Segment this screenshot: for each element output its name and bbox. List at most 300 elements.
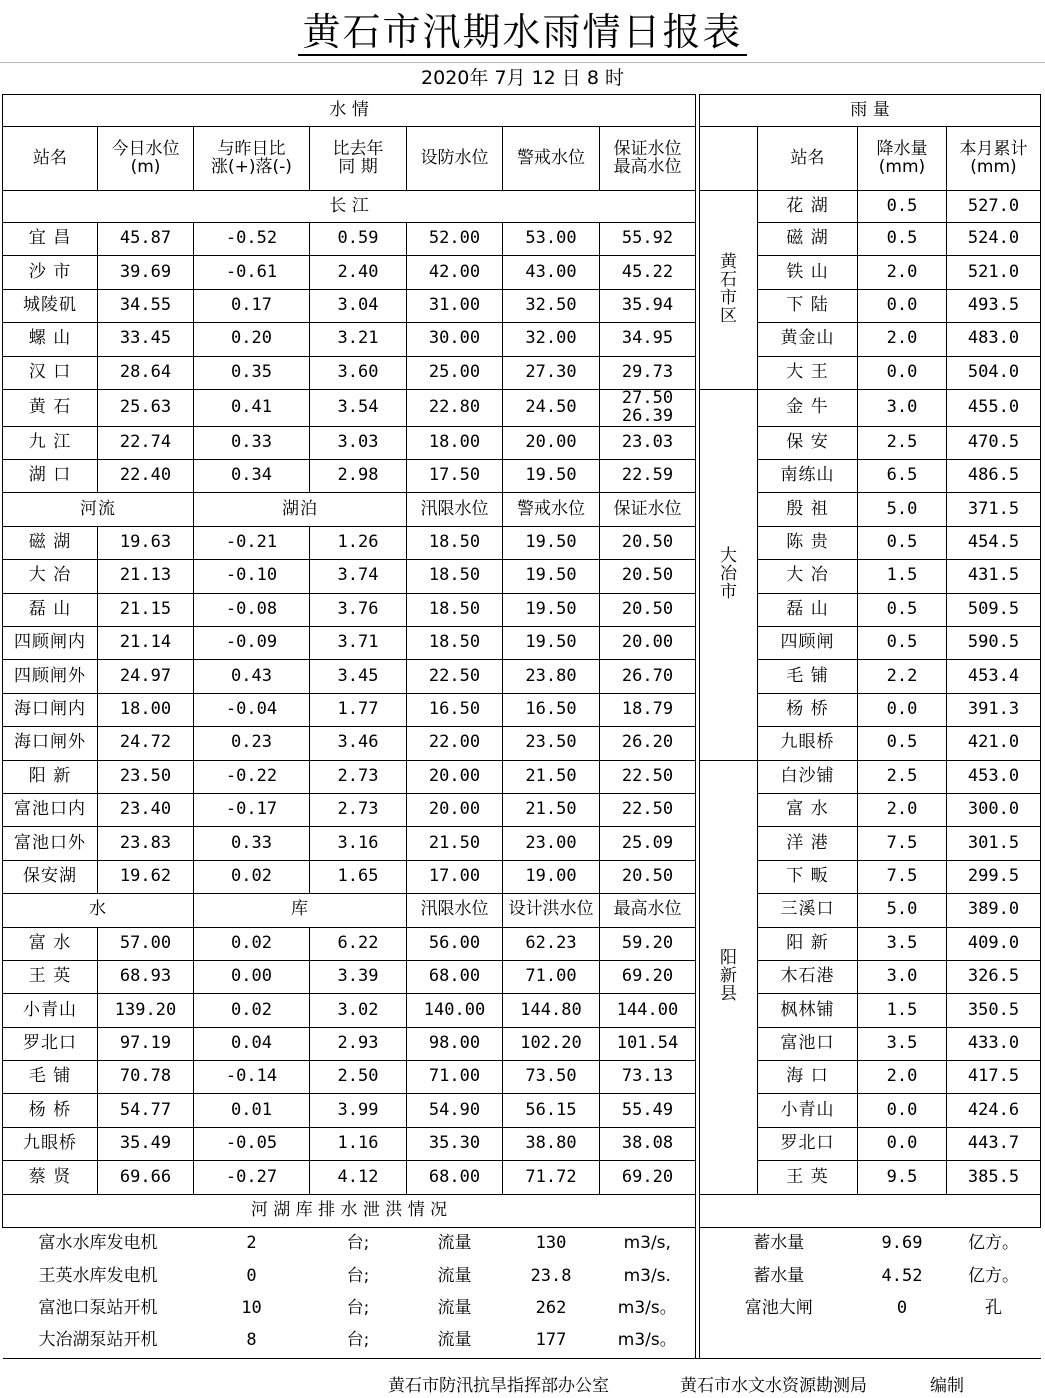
rain-precip: 5.0 bbox=[858, 894, 947, 927]
rain-month-total: 409.0 bbox=[947, 927, 1041, 960]
group-column-header: 设计洪水位 bbox=[503, 894, 600, 927]
rain-month-total: 299.5 bbox=[947, 860, 1041, 893]
rain-column-header: 站名 bbox=[758, 127, 858, 191]
water-value: 1.77 bbox=[310, 693, 407, 726]
rain-month-total: 371.5 bbox=[947, 493, 1041, 526]
column-gap bbox=[696, 994, 700, 1027]
rain-precip: 7.5 bbox=[858, 860, 947, 893]
water-value: 3.03 bbox=[310, 426, 407, 459]
water-value: 21.13 bbox=[98, 560, 194, 593]
water-value: 19.50 bbox=[503, 526, 600, 559]
water-value: 42.00 bbox=[407, 256, 503, 289]
water-value: 22.50 bbox=[407, 660, 503, 693]
water-value: 69.20 bbox=[600, 1161, 696, 1194]
column-gap bbox=[696, 256, 700, 289]
footer-org-flood-office: 黄石市防汛抗旱指挥部办公室 bbox=[388, 1376, 609, 1396]
water-value: -0.04 bbox=[194, 693, 310, 726]
water-value: 25.09 bbox=[600, 827, 696, 860]
rain-month-total: 483.0 bbox=[947, 323, 1041, 356]
rain-month-total: 453.0 bbox=[947, 760, 1041, 793]
drainage-flow-label: 流量 bbox=[437, 1265, 472, 1286]
drainage-row bbox=[3, 1260, 1041, 1292]
water-value: 19.63 bbox=[98, 526, 194, 559]
rain-station: 大 王 bbox=[758, 356, 858, 389]
water-value: 62.23 bbox=[503, 927, 600, 960]
rain-station: 下 陆 bbox=[758, 289, 858, 322]
water-value: 0.34 bbox=[194, 460, 310, 493]
water-value: 17.50 bbox=[407, 460, 503, 493]
water-value: 18.50 bbox=[407, 593, 503, 626]
column-gap bbox=[696, 1094, 700, 1127]
station-name: 富池口外 bbox=[3, 827, 98, 860]
water-value: 27.30 bbox=[503, 356, 600, 389]
water-value: 3.16 bbox=[310, 827, 407, 860]
water-value: 55.92 bbox=[600, 223, 696, 256]
station-name: 城陵矶 bbox=[3, 289, 98, 322]
water-value: 22.40 bbox=[98, 460, 194, 493]
yangtze-row bbox=[3, 460, 1041, 493]
water-value: 24.50 bbox=[503, 389, 600, 426]
rain-month-total: 301.5 bbox=[947, 827, 1041, 860]
drainage-extra-value: 0 bbox=[896, 1298, 908, 1319]
water-value: -0.61 bbox=[194, 256, 310, 289]
station-name: 富 水 bbox=[3, 927, 98, 960]
rain-month-total: 486.5 bbox=[947, 460, 1041, 493]
station-name: 黄 石 bbox=[3, 389, 98, 426]
drainage-flow: 130 bbox=[535, 1233, 567, 1254]
drainage-extra-value bbox=[858, 1325, 947, 1358]
column-gap bbox=[696, 223, 700, 256]
water-value: 0.20 bbox=[194, 323, 310, 356]
water-value: 21.14 bbox=[98, 626, 194, 659]
column-gap bbox=[696, 1061, 700, 1094]
rain-precip: 6.5 bbox=[858, 460, 947, 493]
drainage-row bbox=[3, 1325, 1041, 1358]
drainage-extra-unit: 孔 bbox=[985, 1298, 1002, 1319]
water-value: -0.09 bbox=[194, 626, 310, 659]
yangtze-row bbox=[3, 223, 1041, 256]
water-value: 101.54 bbox=[600, 1027, 696, 1060]
river-lake-row bbox=[3, 693, 1041, 726]
drainage-extra-label: 富池大闸 bbox=[744, 1298, 813, 1319]
water-value: -0.17 bbox=[194, 793, 310, 826]
drainage-row bbox=[3, 1228, 1041, 1261]
rain-precip: 3.0 bbox=[858, 389, 947, 426]
water-value: 102.20 bbox=[503, 1027, 600, 1060]
water-value: 69.66 bbox=[98, 1161, 194, 1194]
group-column-header: 最高水位 bbox=[600, 894, 696, 927]
rain-station: 罗北口 bbox=[758, 1127, 858, 1160]
column-gap bbox=[696, 493, 700, 526]
drainage-section-header: 河 湖 库 排 水 泄 洪 情 况 bbox=[3, 1194, 696, 1227]
water-value: 144.80 bbox=[503, 994, 600, 1027]
column-gap bbox=[696, 460, 700, 493]
rain-precip: 0.0 bbox=[858, 289, 947, 322]
rain-precip: 0.5 bbox=[858, 626, 947, 659]
column-gap bbox=[696, 894, 700, 927]
river-lake-row bbox=[3, 860, 1041, 893]
drainage-flow-unit: m3/s。 bbox=[617, 1330, 677, 1351]
group-column-header: 警戒水位 bbox=[503, 493, 600, 526]
water-value: 20.50 bbox=[600, 593, 696, 626]
station-name: 海口闸外 bbox=[3, 727, 98, 760]
water-value: 22.50 bbox=[600, 760, 696, 793]
drainage-blank bbox=[700, 1194, 1041, 1227]
station-name: 宜 昌 bbox=[3, 223, 98, 256]
rain-station: 小青山 bbox=[758, 1094, 858, 1127]
rain-station: 金 牛 bbox=[758, 389, 858, 426]
water-value: 21.50 bbox=[503, 793, 600, 826]
station-name: 湖 口 bbox=[3, 460, 98, 493]
water-value: 27.50 26.39 bbox=[600, 389, 696, 426]
drainage-extra-unit: 亿方。 bbox=[968, 1233, 1019, 1254]
water-value: 34.95 bbox=[600, 323, 696, 356]
water-value: 23.03 bbox=[600, 426, 696, 459]
rain-precip: 2.0 bbox=[858, 323, 947, 356]
water-value: 3.46 bbox=[310, 727, 407, 760]
water-value: 2.40 bbox=[310, 256, 407, 289]
water-value: 54.90 bbox=[407, 1094, 503, 1127]
group-column-header: 保证水位 bbox=[600, 493, 696, 526]
water-value: 68.00 bbox=[407, 1161, 503, 1194]
drainage-extra-label bbox=[700, 1325, 858, 1358]
station-name: 毛 铺 bbox=[3, 1061, 98, 1094]
water-value: 32.50 bbox=[503, 289, 600, 322]
rain-station: 花 湖 bbox=[758, 191, 858, 223]
rain-month-total: 590.5 bbox=[947, 626, 1041, 659]
water-column-header: 站名 bbox=[3, 127, 98, 191]
water-value: 17.00 bbox=[407, 860, 503, 893]
water-value: 20.50 bbox=[600, 526, 696, 559]
rain-station: 洋 港 bbox=[758, 827, 858, 860]
water-value: 35.49 bbox=[98, 1127, 194, 1160]
water-value: 2.50 bbox=[310, 1061, 407, 1094]
water-value: -0.27 bbox=[194, 1161, 310, 1194]
water-value: 0.41 bbox=[194, 389, 310, 426]
water-value: 0.59 bbox=[310, 223, 407, 256]
station-name: 王 英 bbox=[3, 960, 98, 993]
station-name: 小青山 bbox=[3, 994, 98, 1027]
station-name: 四顾闸外 bbox=[3, 660, 98, 693]
yangtze-row bbox=[3, 323, 1041, 356]
water-value: 2.93 bbox=[310, 1027, 407, 1060]
footer-compiled: 编制 bbox=[930, 1376, 964, 1396]
rain-month-total: 524.0 bbox=[947, 223, 1041, 256]
rain-station: 毛 铺 bbox=[758, 660, 858, 693]
rain-station: 阳 新 bbox=[758, 927, 858, 960]
drainage-count: 2 bbox=[246, 1233, 257, 1254]
water-value: 2.73 bbox=[310, 760, 407, 793]
water-column-header: 今日水位 (m) bbox=[98, 127, 194, 191]
rain-precip: 0.5 bbox=[858, 526, 947, 559]
river-lake-row bbox=[3, 560, 1041, 593]
water-value: 98.00 bbox=[407, 1027, 503, 1060]
water-value: 23.83 bbox=[98, 827, 194, 860]
rain-precip: 0.0 bbox=[858, 1127, 947, 1160]
rain-month-total: 443.7 bbox=[947, 1127, 1041, 1160]
water-value: 22.00 bbox=[407, 727, 503, 760]
drainage-flow-label: 流量 bbox=[437, 1330, 472, 1351]
station-name: 九眼桥 bbox=[3, 1127, 98, 1160]
water-value: 20.50 bbox=[600, 560, 696, 593]
column-gap bbox=[696, 560, 700, 593]
water-value: 18.50 bbox=[407, 526, 503, 559]
rain-region-header bbox=[700, 127, 758, 191]
water-value: 0.02 bbox=[194, 927, 310, 960]
water-value: -0.08 bbox=[194, 593, 310, 626]
rain-precip: 9.5 bbox=[858, 1161, 947, 1194]
drainage-extra-value: 4.52 bbox=[881, 1265, 923, 1286]
river-lake-row bbox=[3, 526, 1041, 559]
water-value: 3.02 bbox=[310, 994, 407, 1027]
water-value: 35.94 bbox=[600, 289, 696, 322]
drainage-extra-label: 蓄水量 bbox=[753, 1265, 805, 1286]
rain-region-0: 黄石市区 bbox=[700, 191, 758, 390]
rain-month-total: 391.3 bbox=[947, 693, 1041, 726]
rain-precip: 0.0 bbox=[858, 693, 947, 726]
water-value: 71.00 bbox=[407, 1061, 503, 1094]
water-value: 45.22 bbox=[600, 256, 696, 289]
water-value: 25.63 bbox=[98, 389, 194, 426]
water-value: 144.00 bbox=[600, 994, 696, 1027]
water-value: 23.00 bbox=[503, 827, 600, 860]
column-gap bbox=[696, 289, 700, 322]
yangtze-row bbox=[3, 426, 1041, 459]
drainage-name: 富水水库发电机 bbox=[38, 1233, 158, 1254]
water-value: 0.43 bbox=[194, 660, 310, 693]
rain-month-total: 521.0 bbox=[947, 256, 1041, 289]
station-name: 杨 桥 bbox=[3, 1094, 98, 1127]
river-lake-row bbox=[3, 760, 1041, 793]
column-gap bbox=[696, 526, 700, 559]
rain-month-total: 509.5 bbox=[947, 593, 1041, 626]
rain-station: 三溪口 bbox=[758, 894, 858, 927]
group-column-header: 汛限水位 bbox=[407, 493, 503, 526]
drainage-flow-label: 流量 bbox=[437, 1233, 472, 1254]
water-value: 3.60 bbox=[310, 356, 407, 389]
drainage-count: 0 bbox=[246, 1265, 257, 1286]
reservoir-row bbox=[3, 1161, 1041, 1194]
reservoir-row bbox=[3, 1061, 1041, 1094]
water-value: 20.50 bbox=[600, 860, 696, 893]
rain-month-total: 300.0 bbox=[947, 793, 1041, 826]
drainage-name: 富池口泵站开机 bbox=[38, 1298, 158, 1319]
water-value: 20.00 bbox=[407, 760, 503, 793]
water-value: 29.73 bbox=[600, 356, 696, 389]
rain-month-total: 431.5 bbox=[947, 560, 1041, 593]
water-column-header: 警戒水位 bbox=[503, 127, 600, 191]
drainage-unit: 台; bbox=[346, 1298, 370, 1319]
column-gap bbox=[696, 927, 700, 960]
water-value: 56.15 bbox=[503, 1094, 600, 1127]
rain-precip: 0.5 bbox=[858, 191, 947, 223]
water-value: 52.00 bbox=[407, 223, 503, 256]
water-value: 22.80 bbox=[407, 389, 503, 426]
drainage-extra-value: 9.69 bbox=[881, 1233, 923, 1254]
column-gap bbox=[696, 860, 700, 893]
rain-month-total: 504.0 bbox=[947, 356, 1041, 389]
water-value: 1.65 bbox=[310, 860, 407, 893]
drainage-unit: 台; bbox=[346, 1233, 370, 1254]
water-value: 6.22 bbox=[310, 927, 407, 960]
rain-station: 富池口 bbox=[758, 1027, 858, 1060]
water-value: 59.20 bbox=[600, 927, 696, 960]
rain-month-total: 527.0 bbox=[947, 191, 1041, 223]
river-lake-row bbox=[3, 727, 1041, 760]
yangtze-row bbox=[3, 289, 1041, 322]
station-name: 罗北口 bbox=[3, 1027, 98, 1060]
water-value: 0.04 bbox=[194, 1027, 310, 1060]
report-table bbox=[2, 94, 1041, 1359]
station-name: 海口闸内 bbox=[3, 693, 98, 726]
water-value: 31.00 bbox=[407, 289, 503, 322]
water-value: 0.17 bbox=[194, 289, 310, 322]
column-gap bbox=[696, 827, 700, 860]
column-gap bbox=[696, 793, 700, 826]
water-section-header: 水 情 bbox=[3, 95, 696, 127]
water-value: 0.35 bbox=[194, 356, 310, 389]
water-value: 0.02 bbox=[194, 860, 310, 893]
water-value: 19.50 bbox=[503, 626, 600, 659]
water-value: 23.40 bbox=[98, 793, 194, 826]
rain-month-total: 421.0 bbox=[947, 727, 1041, 760]
station-name: 阳 新 bbox=[3, 760, 98, 793]
river-lake-row bbox=[3, 660, 1041, 693]
water-value: 0.33 bbox=[194, 426, 310, 459]
column-gap bbox=[696, 1161, 700, 1194]
water-value: 23.50 bbox=[503, 727, 600, 760]
rain-month-total: 433.0 bbox=[947, 1027, 1041, 1060]
station-name: 大 冶 bbox=[3, 560, 98, 593]
rain-station: 枫林铺 bbox=[758, 994, 858, 1027]
water-value: 18.00 bbox=[98, 693, 194, 726]
rain-region-2: 阳新县 bbox=[700, 760, 758, 1194]
rain-column-header: 降水量 (mm) bbox=[858, 127, 947, 191]
rain-station: 九眼桥 bbox=[758, 727, 858, 760]
rain-station: 磁 湖 bbox=[758, 223, 858, 256]
rain-precip: 0.0 bbox=[858, 1094, 947, 1127]
water-value: 68.00 bbox=[407, 960, 503, 993]
group-rivers-header: 河流 bbox=[3, 493, 194, 526]
rain-column-header: 本月累计 (mm) bbox=[947, 127, 1041, 191]
group-column-header: 汛限水位 bbox=[407, 894, 503, 927]
rain-precip: 1.5 bbox=[858, 560, 947, 593]
water-value: 55.49 bbox=[600, 1094, 696, 1127]
drainage-flow-unit: m3/s。 bbox=[617, 1298, 677, 1319]
water-value: 26.70 bbox=[600, 660, 696, 693]
rain-station: 四顾闸 bbox=[758, 626, 858, 659]
water-value: 16.50 bbox=[407, 693, 503, 726]
water-value: 0.33 bbox=[194, 827, 310, 860]
water-value: 2.98 bbox=[310, 460, 407, 493]
water-value: 24.72 bbox=[98, 727, 194, 760]
group-lakes-header: 湖泊 bbox=[194, 493, 407, 526]
rain-precip: 2.5 bbox=[858, 760, 947, 793]
water-value: -0.10 bbox=[194, 560, 310, 593]
water-value: 69.20 bbox=[600, 960, 696, 993]
rain-precip: 0.5 bbox=[858, 593, 947, 626]
rain-station: 大 冶 bbox=[758, 560, 858, 593]
water-column-header: 比去年 同 期 bbox=[310, 127, 407, 191]
rain-month-total: 326.5 bbox=[947, 960, 1041, 993]
rain-station: 磊 山 bbox=[758, 593, 858, 626]
water-value: 18.50 bbox=[407, 560, 503, 593]
drainage-flow-unit: m3/s, bbox=[623, 1233, 671, 1254]
water-column-header: 保证水位 最高水位 bbox=[600, 127, 696, 191]
station-name: 蔡 贤 bbox=[3, 1161, 98, 1194]
water-value: -0.14 bbox=[194, 1061, 310, 1094]
water-value: 21.15 bbox=[98, 593, 194, 626]
rain-month-total: 470.5 bbox=[947, 426, 1041, 459]
water-value: 30.00 bbox=[407, 323, 503, 356]
rain-precip: 3.5 bbox=[858, 1027, 947, 1060]
column-gap bbox=[696, 1127, 700, 1160]
water-value: 68.93 bbox=[98, 960, 194, 993]
water-value: -0.21 bbox=[194, 526, 310, 559]
drainage-flow: 262 bbox=[535, 1298, 567, 1319]
drainage-extra-unit: 亿方。 bbox=[968, 1265, 1019, 1286]
drainage-extra-unit bbox=[947, 1325, 1041, 1358]
water-value: 33.45 bbox=[98, 323, 194, 356]
water-value: 34.55 bbox=[98, 289, 194, 322]
river-lake-row bbox=[3, 626, 1041, 659]
rain-station: 下 畈 bbox=[758, 860, 858, 893]
water-value: 22.50 bbox=[600, 793, 696, 826]
yangtze-row bbox=[3, 389, 1041, 426]
yangtze-row bbox=[3, 356, 1041, 389]
rain-station: 陈 贵 bbox=[758, 526, 858, 559]
river-lake-row bbox=[3, 593, 1041, 626]
water-value: 39.69 bbox=[98, 256, 194, 289]
water-value: 3.39 bbox=[310, 960, 407, 993]
reservoir-row bbox=[3, 1027, 1041, 1060]
rain-month-total: 493.5 bbox=[947, 289, 1041, 322]
water-value: 18.00 bbox=[407, 426, 503, 459]
rain-station: 南练山 bbox=[758, 460, 858, 493]
column-gap bbox=[696, 660, 700, 693]
water-value: 16.50 bbox=[503, 693, 600, 726]
river-lake-row bbox=[3, 793, 1041, 826]
reservoir-row bbox=[3, 1094, 1041, 1127]
drainage-flow: 23.8 bbox=[530, 1265, 572, 1286]
station-name: 螺 山 bbox=[3, 323, 98, 356]
water-value: 3.54 bbox=[310, 389, 407, 426]
water-value: 26.20 bbox=[600, 727, 696, 760]
drainage-unit: 台; bbox=[346, 1330, 370, 1351]
rain-station: 海 口 bbox=[758, 1061, 858, 1094]
reservoir-row bbox=[3, 1127, 1041, 1160]
water-value: 0.02 bbox=[194, 994, 310, 1027]
water-value: 53.00 bbox=[503, 223, 600, 256]
column-gap bbox=[696, 593, 700, 626]
water-value: 1.26 bbox=[310, 526, 407, 559]
water-value: 71.72 bbox=[503, 1161, 600, 1194]
water-value: 3.76 bbox=[310, 593, 407, 626]
water-value: 20.00 bbox=[503, 426, 600, 459]
rain-month-total: 424.6 bbox=[947, 1094, 1041, 1127]
rain-station: 保 安 bbox=[758, 426, 858, 459]
water-value: 73.13 bbox=[600, 1061, 696, 1094]
water-value: 0.01 bbox=[194, 1094, 310, 1127]
group-reservoir-header-a: 水 bbox=[3, 894, 194, 927]
water-value: 139.20 bbox=[98, 994, 194, 1027]
rain-region-1: 大冶市 bbox=[700, 389, 758, 760]
water-value: 3.45 bbox=[310, 660, 407, 693]
column-gap bbox=[696, 356, 700, 389]
rain-station: 木石港 bbox=[758, 960, 858, 993]
water-value: 45.87 bbox=[98, 223, 194, 256]
rain-station: 富 水 bbox=[758, 793, 858, 826]
